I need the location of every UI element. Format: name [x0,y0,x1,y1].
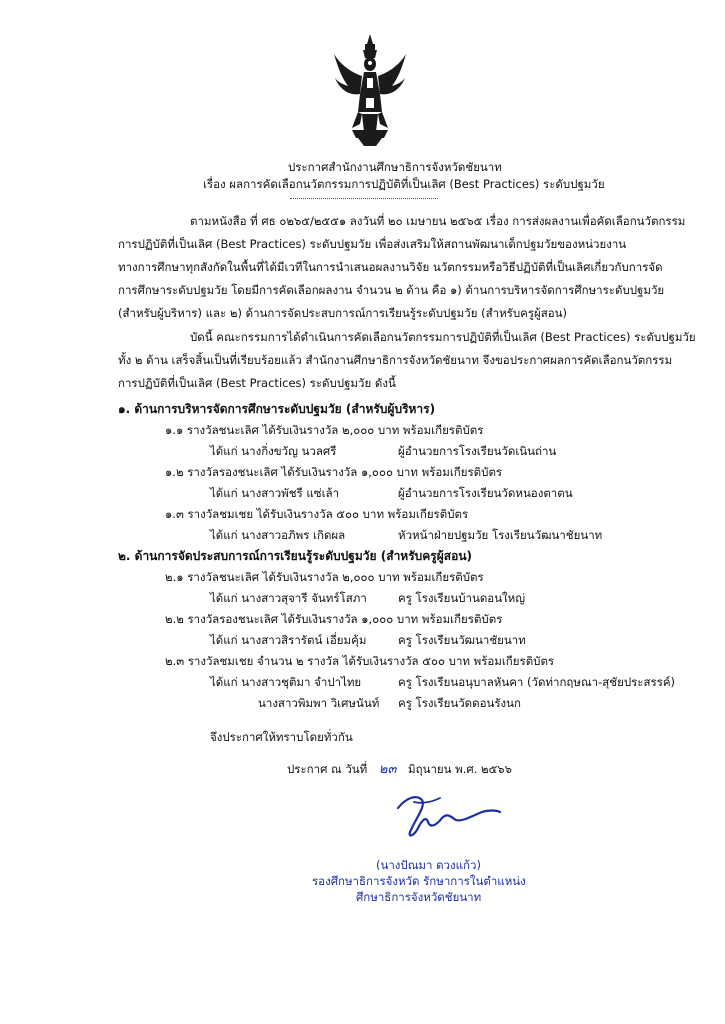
date-day: ๒๓ [378,762,397,777]
paragraph-2-line-2: ทั้ง ๒ ด้าน เสร็จสิ้นเป็นที่เรียบร้อยแล้ว สำนักงานศึกษาธิการจังหวัดชัยนาท จึงขอประกาศผลการคัดเลือกนวัตกรรม [118,353,673,367]
signatory-title: รองศึกษาธิการจังหวัด รักษาการในตำแหน่ง [312,874,526,888]
section-1-heading: ๑. ด้านการบริหารจัดการศึกษาระดับปฐมวัย (สำหรับผู้บริหาร) [118,402,436,416]
section-2-award-1-name: ได้แก่ นางสาวสุจารี จันทร์โสภา [210,591,367,605]
signatory-office: ศึกษาธิการจังหวัดชัยนาท [356,890,482,904]
announcement-date [287,762,512,777]
paragraph-1-line-5: (สำหรับผู้บริหาร) และ ๒) ด้านการจัดประสบการณ์การเรียนรู้ระดับปฐมวัย (สำหรับครูผู้สอน) [118,306,568,320]
section-2-heading: ๒. ด้านการจัดประสบการณ์การเรียนรู้ระดับปฐมวัย (สำหรับครูผู้สอน) [118,549,472,563]
section-2-award-3-name-1: ได้แก่ นางสาวชุติมา จำปาไทย [210,675,362,689]
section-2-award-1-position: ครู โรงเรียนบ้านดอนใหญ่ [398,591,526,605]
announcement-subject: เรื่อง ผลการคัดเลือกนวัตกรรมการปฏิบัติที่เป็นเลิศ (Best Practices) ระดับปฐมวัย [203,177,605,191]
section-1-award-3-name: ได้แก่ นางสาวอภิพร เกิดผล [210,528,346,542]
paragraph-2-line-3: การปฏิบัติที่เป็นเลิศ (Best Practices) ระดับปฐมวัย ดังนี้ [118,376,396,390]
paragraph-1-line-3: ทางการศึกษาทุกสังกัดในพื้นที่ได้มีเวทีในการนำเสนอผลงานวิจัย นวัตกรรมหรือวิธีปฏิบัติที่เป็นเลิศเกี่ยวกับการจัด [118,260,663,274]
signatory-name: (นางปัณมา ดวงแก้ว) [376,858,481,872]
title-divider [290,198,438,199]
section-1-award-2: ๑.๒ รางวัลรองชนะเลิศ ได้รับเงินรางวัล ๑,๐๐๐ บาท พร้อมเกียรติบัตร [165,465,503,479]
section-2-award-2: ๒.๒ รางวัลรองชนะเลิศ ได้รับเงินรางวัล ๑,๐๐๐ บาท พร้อมเกียรติบัตร [165,612,503,626]
closing-announcement: จึงประกาศให้ทราบโดยทั่วกัน [210,730,353,744]
signature-icon [392,788,504,846]
section-1-award-3-position: หัวหน้าฝ่ายปฐมวัย โรงเรียนวัฒนาชัยนาท [398,528,603,542]
announcement-title: ประกาศสำนักงานศึกษาธิการจังหวัดชัยนาท [288,160,502,174]
section-2-award-3-position-2: ครู โรงเรียนวัดดอนรังนก [398,696,521,710]
section-2-award-3: ๒.๓ รางวัลชมเชย จำนวน ๒ รางวัล ได้รับเงินรางวัล ๕๐๐ บาท พร้อมเกียรติบัตร [165,654,555,668]
paragraph-2-line-1: บัดนี้ คณะกรรมการได้ดำเนินการคัดเลือกนวัตกรรมการปฏิบัติที่เป็นเลิศ (Best Practices) ระดับปฐมวัย [190,330,696,344]
section-2-award-1: ๒.๑ รางวัลชนะเลิศ ได้รับเงินรางวัล ๒,๐๐๐ บาท พร้อมเกียรติบัตร [165,570,484,584]
section-1-award-3: ๑.๓ รางวัลชมเชย ได้รับเงินรางวัล ๕๐๐ บาท พร้อมเกียรติบัตร [165,507,469,521]
section-1-award-1-name: ได้แก่ นางกิ่งขวัญ นวลศรี [210,444,337,458]
date-suffix: มิถุนายน พ.ศ. ๒๕๖๖ [408,762,512,776]
section-2-award-3-position-1: ครู โรงเรียนอนุบาลหันคา (วัดท่ากฤษณา-สุชัยประสรรค์) [398,675,676,689]
section-2-award-3-name-2: นางสาวพิมพา วิเศษนันท์ [258,696,380,710]
section-2-award-2-position: ครู โรงเรียนวัฒนาชัยนาท [398,633,526,647]
date-prefix: ประกาศ ณ วันที่ [287,762,368,776]
paragraph-1-line-4: การศึกษาระดับปฐมวัย โดยมีการคัดเลือกผลงาน จำนวน ๒ ด้าน คือ ๑) ด้านการบริหารจัดการศึกษาระดับปฐมวัย [118,283,665,297]
section-2-award-2-name: ได้แก่ นางสาวสิรารัตน์ เอี่ยมคุ้ม [210,633,367,647]
garuda-emblem-icon [332,32,408,148]
section-1-award-2-name: ได้แก่ นางสาวพัชรี แซ่เล้า [210,486,340,500]
paragraph-1-line-1: ตามหนังสือ ที่ ศธ ๐๒๖๕/๒๕๕๑ ลงวันที่ ๒๐ เมษายน ๒๕๖๕ เรื่อง การส่งผลงานเพื่อคัดเลือกนวัตกรรม [190,214,686,228]
section-1-award-1: ๑.๑ รางวัลชนะเลิศ ได้รับเงินรางวัล ๒,๐๐๐ บาท พร้อมเกียรติบัตร [165,423,484,437]
paragraph-1-line-2: การปฏิบัติที่เป็นเลิศ (Best Practices) ระดับปฐมวัย เพื่อส่งเสริมให้สถานพัฒนาเด็กปฐมวัยของหน่วยงาน [118,237,627,251]
section-1-award-1-position: ผู้อำนวยการโรงเรียนวัดเนินถ่าน [398,444,557,458]
section-1-award-2-position: ผู้อำนวยการโรงเรียนวัดหนองตาตน [398,486,573,500]
